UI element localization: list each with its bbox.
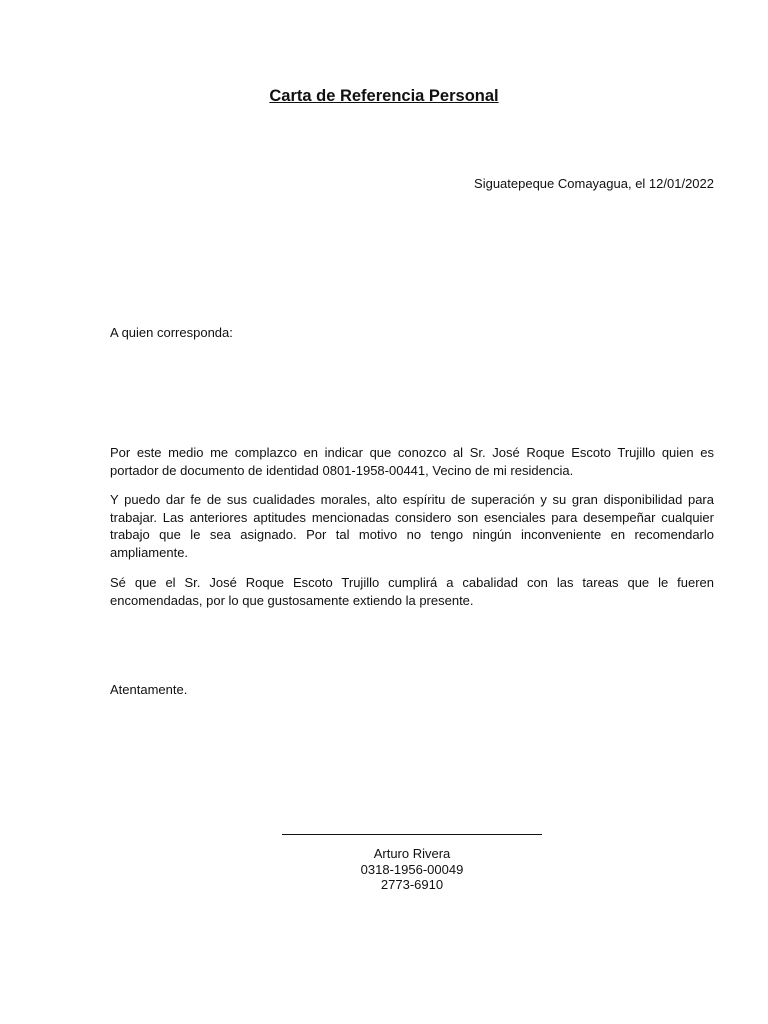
body-paragraph-1: Por este medio me complazco en indicar que conozco al Sr. José Roque Escoto Trujillo quien es portador de documento de identidad 0801-1958-00441, Vecino de mi residencia.	[110, 445, 714, 478]
signer-phone: 2773-6910	[380, 877, 444, 892]
signer-id-number: 0318-1956-00049	[360, 861, 464, 877]
closing: Atentamente.	[110, 682, 188, 697]
body-paragraph-3: Sé que el Sr. José Roque Escoto Trujillo cumplirá a cabalidad con las tareas que le fueren encomendadas, por lo que gustosamente extiendo la presente.	[110, 575, 714, 608]
signature-line	[282, 834, 542, 835]
salutation: A quien corresponda:	[110, 325, 233, 340]
signer-name: Arturo Rivera	[373, 846, 451, 861]
signature-block	[282, 834, 542, 893]
letter-title: Carta de Referencia Personal	[269, 87, 499, 105]
date-line: Siguatepeque Comayagua, el 12/01/2022	[474, 176, 714, 191]
body-paragraph-2: Y puedo dar fe de sus cualidades morales, alto espíritu de superación y su gran disponibilidad para trabajar. Las anteriores aptitudes mencionadas considero son esenciales para desempeñar cualquier trabajo que le sea asignado. Por tal motivo no tengo ningún inconveniente en recomendarlo ampliamente.	[110, 492, 714, 560]
